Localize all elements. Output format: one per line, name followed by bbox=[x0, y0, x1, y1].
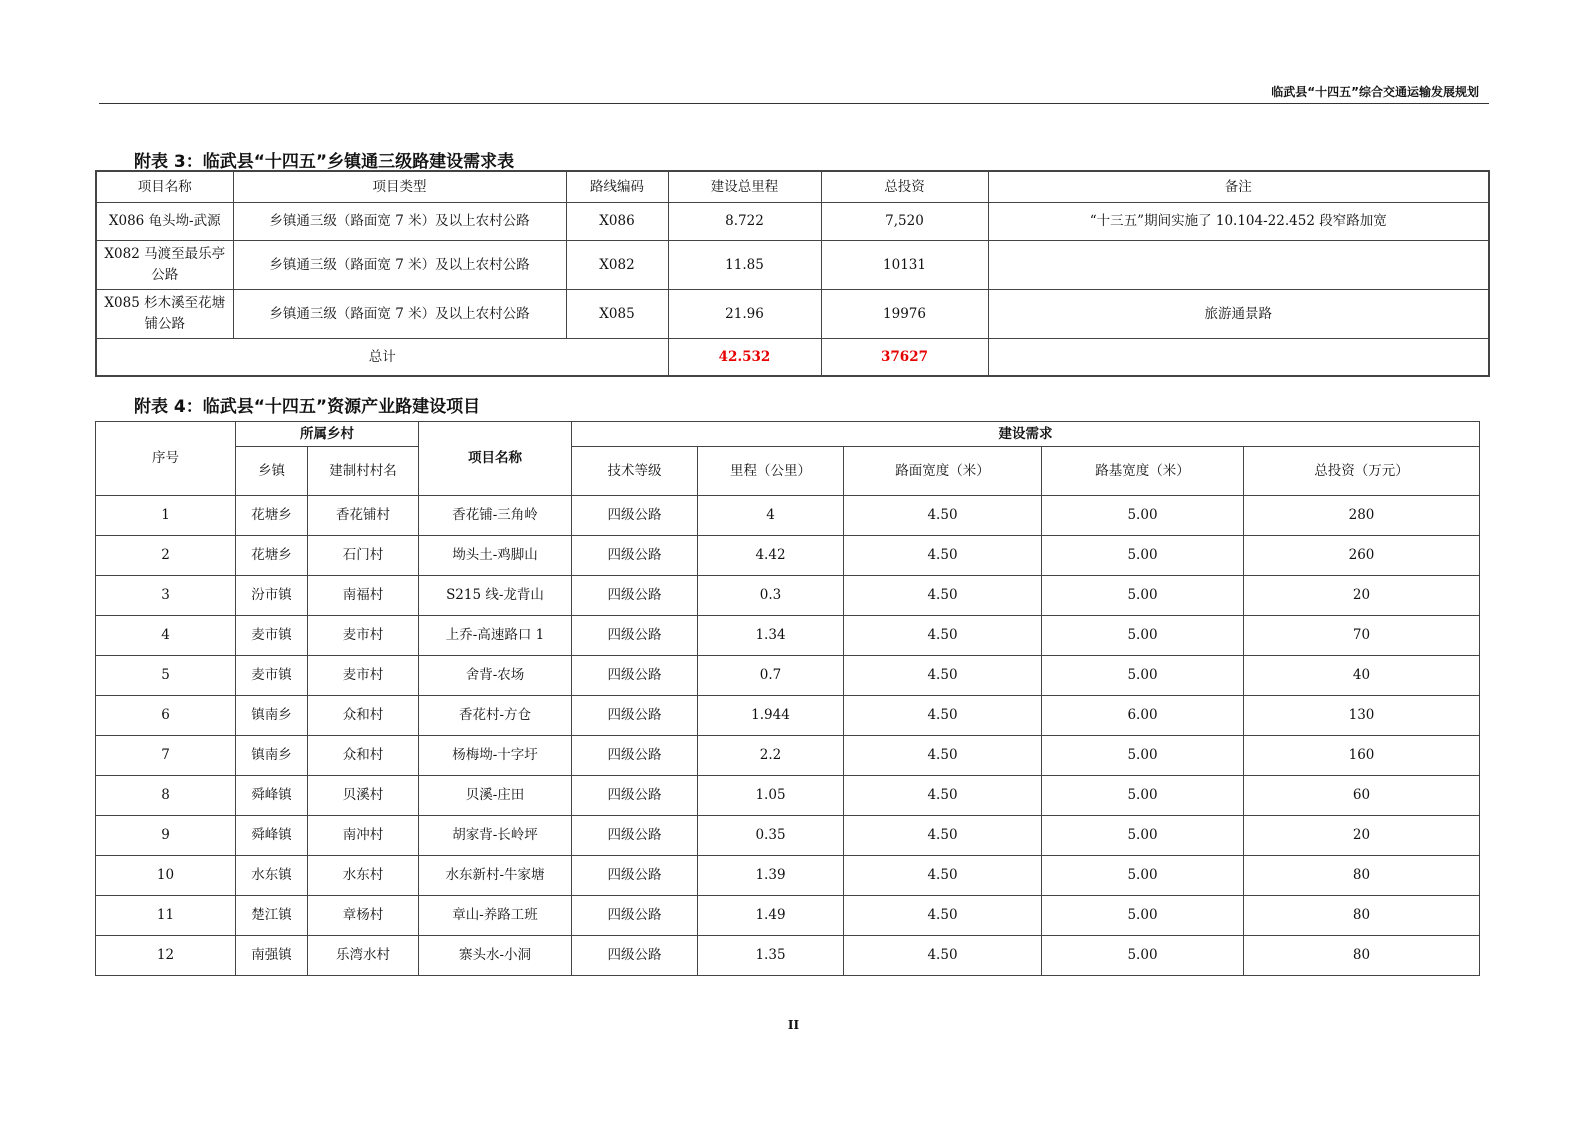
table-row bbox=[96, 936, 1480, 976]
total-remark bbox=[988, 339, 1489, 377]
row-investment: 260 bbox=[1244, 536, 1480, 576]
row-mileage: 4 bbox=[698, 496, 844, 536]
row-town: 南强镇 bbox=[236, 936, 308, 976]
table-row bbox=[96, 576, 1480, 616]
table-row bbox=[96, 496, 1480, 536]
total-length-sum: 42.532 bbox=[668, 339, 821, 377]
row-base-width: 5.00 bbox=[1042, 936, 1244, 976]
row-grade: 四级公路 bbox=[572, 736, 698, 776]
row-investment: 160 bbox=[1244, 736, 1480, 776]
row-road-width: 4.50 bbox=[844, 776, 1042, 816]
table3-col-name: 项目名称 bbox=[96, 171, 233, 203]
row-grade: 四级公路 bbox=[572, 656, 698, 696]
row-village: 乐湾水村 bbox=[308, 936, 419, 976]
table3-col-length: 建设总里程 bbox=[668, 171, 821, 203]
row-base-width: 5.00 bbox=[1042, 616, 1244, 656]
row-village: 章杨村 bbox=[308, 896, 419, 936]
total-investment: 19976 bbox=[821, 290, 988, 339]
row-mileage: 4.42 bbox=[698, 536, 844, 576]
row-grade: 四级公路 bbox=[572, 576, 698, 616]
project-type: 乡镇通三级（路面宽 7 米）及以上农村公路 bbox=[233, 241, 566, 290]
table3-total-row bbox=[96, 339, 1489, 377]
project-name: X085 杉木溪至花塘铺公路 bbox=[96, 290, 233, 339]
row-investment: 70 bbox=[1244, 616, 1480, 656]
row-base-width: 5.00 bbox=[1042, 816, 1244, 856]
row-grade: 四级公路 bbox=[572, 896, 698, 936]
row-project: 寨头水-小洞 bbox=[419, 936, 572, 976]
table4-col-road-width: 路面宽度（米） bbox=[844, 447, 1042, 496]
project-name: X082 马渡至最乐亭公路 bbox=[96, 241, 233, 290]
row-seq: 9 bbox=[96, 816, 236, 856]
row-grade: 四级公路 bbox=[572, 776, 698, 816]
row-project: 水东新村-牛家塘 bbox=[419, 856, 572, 896]
row-base-width: 5.00 bbox=[1042, 896, 1244, 936]
row-seq: 1 bbox=[96, 496, 236, 536]
project-name: X086 龟头坳-武源 bbox=[96, 203, 233, 241]
row-seq: 7 bbox=[96, 736, 236, 776]
row-project: 舍背-农场 bbox=[419, 656, 572, 696]
row-investment: 60 bbox=[1244, 776, 1480, 816]
row-village: 贝溪村 bbox=[308, 776, 419, 816]
row-base-width: 5.00 bbox=[1042, 776, 1244, 816]
table-row bbox=[96, 696, 1480, 736]
table3-col-code: 路线编码 bbox=[566, 171, 668, 203]
remark: “十三五”期间实施了 10.104-22.452 段窄路加宽 bbox=[988, 203, 1489, 241]
row-road-width: 4.50 bbox=[844, 576, 1042, 616]
table4-col-project: 项目名称 bbox=[419, 422, 572, 496]
table3 bbox=[95, 170, 1490, 377]
row-village: 南冲村 bbox=[308, 816, 419, 856]
row-village: 众和村 bbox=[308, 696, 419, 736]
row-seq: 3 bbox=[96, 576, 236, 616]
table-row bbox=[96, 656, 1480, 696]
table-row bbox=[96, 241, 1489, 290]
row-investment: 80 bbox=[1244, 936, 1480, 976]
row-investment: 130 bbox=[1244, 696, 1480, 736]
table4-group-village: 所属乡村 bbox=[236, 422, 419, 447]
row-road-width: 4.50 bbox=[844, 536, 1042, 576]
row-town: 麦市镇 bbox=[236, 616, 308, 656]
table3-col-investment: 总投资 bbox=[821, 171, 988, 203]
table4-group-demand: 建设需求 bbox=[572, 422, 1480, 447]
row-project: 胡家背-长岭坪 bbox=[419, 816, 572, 856]
row-road-width: 4.50 bbox=[844, 896, 1042, 936]
total-investment-sum: 37627 bbox=[821, 339, 988, 377]
route-code: X086 bbox=[566, 203, 668, 241]
row-seq: 11 bbox=[96, 896, 236, 936]
table4-col-town: 乡镇 bbox=[236, 447, 308, 496]
row-town: 麦市镇 bbox=[236, 656, 308, 696]
row-seq: 6 bbox=[96, 696, 236, 736]
table4-col-mileage: 里程（公里） bbox=[698, 447, 844, 496]
table4-col-village: 建制村村名 bbox=[308, 447, 419, 496]
row-seq: 10 bbox=[96, 856, 236, 896]
row-base-width: 5.00 bbox=[1042, 536, 1244, 576]
row-road-width: 4.50 bbox=[844, 656, 1042, 696]
row-investment: 80 bbox=[1244, 896, 1480, 936]
row-seq: 2 bbox=[96, 536, 236, 576]
row-mileage: 0.3 bbox=[698, 576, 844, 616]
row-project: 香花铺-三角岭 bbox=[419, 496, 572, 536]
row-mileage: 2.2 bbox=[698, 736, 844, 776]
page-number: II bbox=[787, 1018, 800, 1032]
row-project: 贝溪-庄田 bbox=[419, 776, 572, 816]
row-base-width: 5.00 bbox=[1042, 576, 1244, 616]
row-town: 镇南乡 bbox=[236, 696, 308, 736]
total-label: 总计 bbox=[96, 339, 668, 377]
row-base-width: 6.00 bbox=[1042, 696, 1244, 736]
row-road-width: 4.50 bbox=[844, 816, 1042, 856]
table-row bbox=[96, 856, 1480, 896]
table3-col-type: 项目类型 bbox=[233, 171, 566, 203]
row-town: 楚江镇 bbox=[236, 896, 308, 936]
table4-col-grade: 技术等级 bbox=[572, 447, 698, 496]
project-type: 乡镇通三级（路面宽 7 米）及以上农村公路 bbox=[233, 203, 566, 241]
row-base-width: 5.00 bbox=[1042, 656, 1244, 696]
document-header-title: 临武县“十四五”综合交通运输发展规划 bbox=[1271, 85, 1479, 99]
table-row bbox=[96, 816, 1480, 856]
row-grade: 四级公路 bbox=[572, 696, 698, 736]
row-grade: 四级公路 bbox=[572, 816, 698, 856]
row-town: 汾市镇 bbox=[236, 576, 308, 616]
table3-col-note: 备注 bbox=[988, 171, 1489, 203]
row-project: 章山-养路工班 bbox=[419, 896, 572, 936]
row-investment: 20 bbox=[1244, 576, 1480, 616]
row-village: 香花铺村 bbox=[308, 496, 419, 536]
remark: 旅游通景路 bbox=[988, 290, 1489, 339]
table4-col-base-width: 路基宽度（米） bbox=[1042, 447, 1244, 496]
table4-header-row-1 bbox=[96, 422, 1480, 447]
row-grade: 四级公路 bbox=[572, 936, 698, 976]
project-type: 乡镇通三级（路面宽 7 米）及以上农村公路 bbox=[233, 290, 566, 339]
row-mileage: 1.35 bbox=[698, 936, 844, 976]
row-seq: 4 bbox=[96, 616, 236, 656]
row-town: 镇南乡 bbox=[236, 736, 308, 776]
row-base-width: 5.00 bbox=[1042, 856, 1244, 896]
table3-header-row bbox=[96, 171, 1489, 203]
row-mileage: 0.35 bbox=[698, 816, 844, 856]
row-road-width: 4.50 bbox=[844, 856, 1042, 896]
table4-header-row-2 bbox=[96, 447, 1480, 496]
row-village: 众和村 bbox=[308, 736, 419, 776]
row-town: 花塘乡 bbox=[236, 536, 308, 576]
row-road-width: 4.50 bbox=[844, 736, 1042, 776]
total-length: 8.722 bbox=[668, 203, 821, 241]
row-project: 上乔-高速路口 1 bbox=[419, 616, 572, 656]
route-code: X082 bbox=[566, 241, 668, 290]
table-row bbox=[96, 203, 1489, 241]
row-base-width: 5.00 bbox=[1042, 496, 1244, 536]
row-investment: 20 bbox=[1244, 816, 1480, 856]
row-road-width: 4.50 bbox=[844, 616, 1042, 656]
remark bbox=[988, 241, 1489, 290]
row-town: 花塘乡 bbox=[236, 496, 308, 536]
row-base-width: 5.00 bbox=[1042, 736, 1244, 776]
table-row bbox=[96, 616, 1480, 656]
row-seq: 5 bbox=[96, 656, 236, 696]
row-mileage: 1.39 bbox=[698, 856, 844, 896]
row-mileage: 1.34 bbox=[698, 616, 844, 656]
row-investment: 40 bbox=[1244, 656, 1480, 696]
row-road-width: 4.50 bbox=[844, 936, 1042, 976]
row-mileage: 1.05 bbox=[698, 776, 844, 816]
row-investment: 280 bbox=[1244, 496, 1480, 536]
row-village: 麦市村 bbox=[308, 616, 419, 656]
table4-col-investment: 总投资（万元） bbox=[1244, 447, 1480, 496]
row-project: 香花村-方仓 bbox=[419, 696, 572, 736]
row-project: 坳头土-鸡脚山 bbox=[419, 536, 572, 576]
total-length: 21.96 bbox=[668, 290, 821, 339]
row-project: 杨梅坳-十字圩 bbox=[419, 736, 572, 776]
row-town: 水东镇 bbox=[236, 856, 308, 896]
row-road-width: 4.50 bbox=[844, 696, 1042, 736]
row-village: 石门村 bbox=[308, 536, 419, 576]
row-grade: 四级公路 bbox=[572, 616, 698, 656]
header-divider bbox=[99, 103, 1489, 104]
table4-title: 附表 4：临武县“十四五”资源产业路建设项目 bbox=[134, 397, 481, 417]
row-village: 南福村 bbox=[308, 576, 419, 616]
row-grade: 四级公路 bbox=[572, 496, 698, 536]
table4 bbox=[95, 421, 1480, 976]
table-row bbox=[96, 776, 1480, 816]
total-length: 11.85 bbox=[668, 241, 821, 290]
table-row bbox=[96, 896, 1480, 936]
total-investment: 10131 bbox=[821, 241, 988, 290]
row-grade: 四级公路 bbox=[572, 536, 698, 576]
row-mileage: 1.49 bbox=[698, 896, 844, 936]
row-village: 麦市村 bbox=[308, 656, 419, 696]
row-road-width: 4.50 bbox=[844, 496, 1042, 536]
table4-body bbox=[96, 496, 1480, 976]
row-mileage: 1.944 bbox=[698, 696, 844, 736]
table-row bbox=[96, 736, 1480, 776]
table-row bbox=[96, 536, 1480, 576]
row-project: S215 线-龙背山 bbox=[419, 576, 572, 616]
row-investment: 80 bbox=[1244, 856, 1480, 896]
row-seq: 8 bbox=[96, 776, 236, 816]
table3-title: 附表 3：临武县“十四五”乡镇通三级路建设需求表 bbox=[134, 152, 515, 172]
row-town: 舜峰镇 bbox=[236, 816, 308, 856]
total-investment: 7,520 bbox=[821, 203, 988, 241]
row-mileage: 0.7 bbox=[698, 656, 844, 696]
row-town: 舜峰镇 bbox=[236, 776, 308, 816]
table4-col-seq: 序号 bbox=[96, 422, 236, 496]
row-seq: 12 bbox=[96, 936, 236, 976]
row-grade: 四级公路 bbox=[572, 856, 698, 896]
table-row bbox=[96, 290, 1489, 339]
route-code: X085 bbox=[566, 290, 668, 339]
row-village: 水东村 bbox=[308, 856, 419, 896]
